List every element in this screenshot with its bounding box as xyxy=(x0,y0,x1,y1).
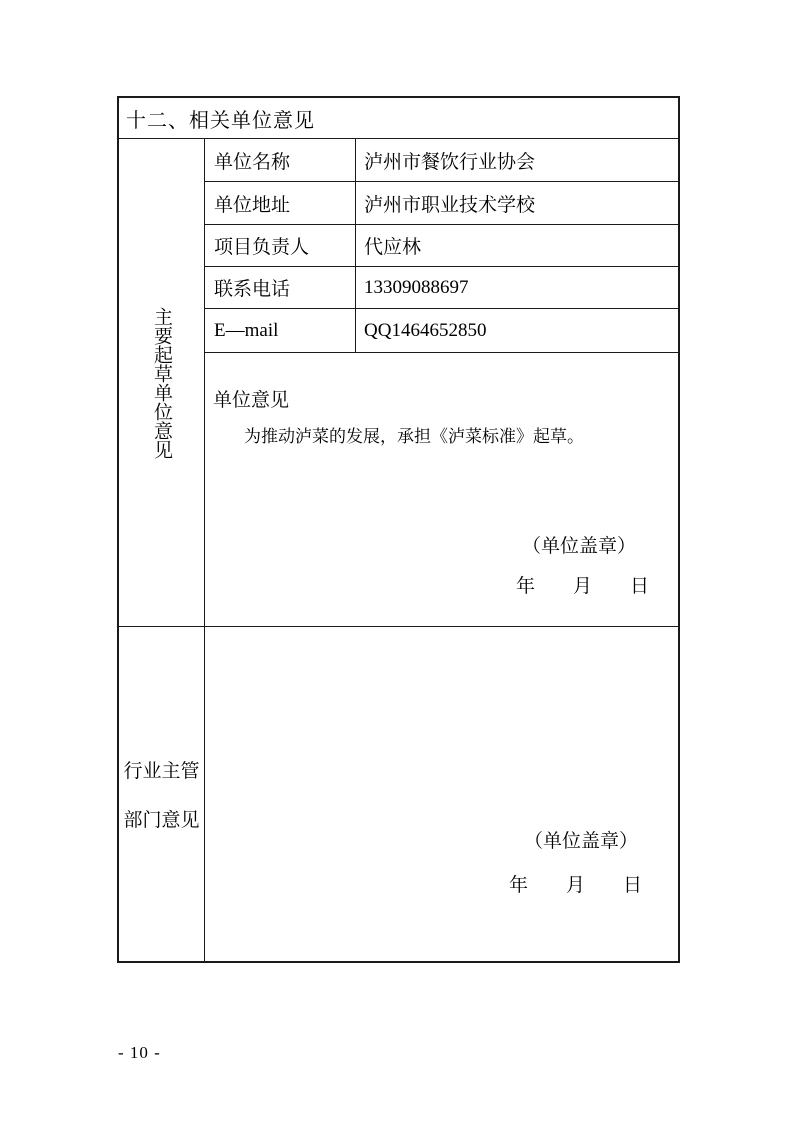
section-title: 十二、相关单位意见 xyxy=(126,109,315,132)
unit-opinion-title: 单位意见 xyxy=(213,390,290,411)
email-label: E—mail xyxy=(205,309,356,352)
email-value: QQ1464652850 xyxy=(364,319,487,341)
industry-department-section xyxy=(119,627,678,961)
related-units-opinion-table xyxy=(117,96,680,963)
unit-address-value: 泸州市职业技术学校 xyxy=(364,194,536,216)
unit-name-label: 单位名称 xyxy=(205,139,356,181)
contact-phone-label: 联系电话 xyxy=(205,267,356,308)
project-leader-value: 代应林 xyxy=(364,237,422,258)
table-row xyxy=(205,309,678,353)
unit-opinion-body: 为推动泸菜的发展，承担《泸菜标准》起草。 xyxy=(244,427,584,446)
industry-department-opinion-cell xyxy=(205,627,678,961)
table-row xyxy=(205,139,678,182)
table-row xyxy=(205,225,678,267)
industry-department-label-line2: 部门意见 xyxy=(123,810,200,831)
drafting-unit-section xyxy=(119,139,678,627)
unit-date-placeholder: 年 月 日 xyxy=(515,576,649,597)
industry-department-label-line1: 行业主管 xyxy=(123,761,200,782)
drafting-unit-details xyxy=(205,139,678,626)
drafting-unit-side-label: 主要起草单位意见 xyxy=(151,306,172,459)
page-number: - 10 - xyxy=(118,1043,161,1062)
department-date-placeholder: 年 月 日 xyxy=(508,875,642,896)
department-stamp-placeholder: （单位盖章） xyxy=(523,831,638,852)
table-row xyxy=(205,267,678,309)
project-leader-label: 项目负责人 xyxy=(205,225,356,266)
unit-opinion-cell xyxy=(205,353,678,626)
unit-name-value: 泸州市餐饮行业协会 xyxy=(364,151,536,173)
unit-address-label: 单位地址 xyxy=(205,182,356,224)
drafting-unit-side-cell xyxy=(119,139,205,626)
industry-department-side-cell xyxy=(119,627,205,961)
table-title-row xyxy=(119,98,678,139)
contact-phone-value: 13309088697 xyxy=(364,276,469,298)
table-row xyxy=(205,182,678,225)
unit-stamp-placeholder: （单位盖章） xyxy=(521,536,636,557)
